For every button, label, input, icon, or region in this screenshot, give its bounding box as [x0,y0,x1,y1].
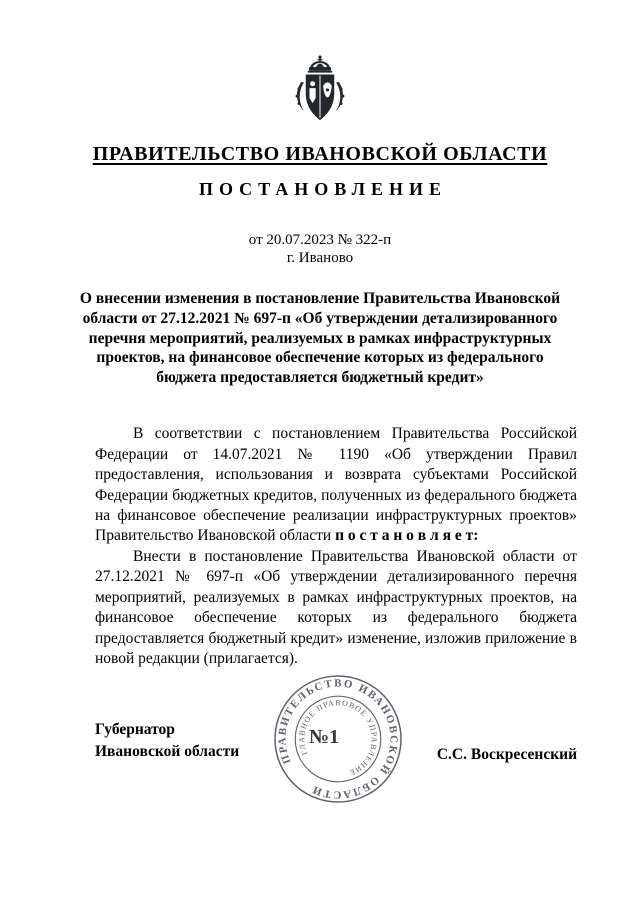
org-name-text: ПРАВИТЕЛЬСТВО ИВАНОВСКОЙ ОБЛАСТИ [92,143,548,165]
city-line: г. Иваново [286,250,354,266]
signer-name: С.С. Воскресенский [436,745,577,763]
document-body [95,424,577,669]
doc-type-heading: ПОСТАНОВЛЕНИЕ [198,179,448,199]
signer-position-line2: Ивановской области [95,743,240,761]
signer-position [95,719,239,764]
document-title: О внесении изменения в постановление Правительства Ивановской области от 27.12.2021 № 697-п «Об утверждении детализированного перечня мероприятий, реализуемых в рамках инфраструктурных проектов, на финансовое обеспечение которых из федерального бюджета предоставляется бюджетный кредит» [79,290,561,387]
date-number-line: от 20.07.2023 № 322-п [248,232,392,248]
paragraph-resolution: Внести в постановление Правительства Ивановской области от 27.12.2021 № 697-п «Об утверждении детализированного перечня мероприятий, реализуемых в рамках инфраструктурных проектов, на финансовое обеспечение которых из федерального бюджета предоставляется бюджетный кредит» изменение, изложив приложение в новой редакции (прилагается). [95,547,577,668]
official-stamp [263,664,413,814]
coat-of-arms-icon [289,54,351,124]
stamp-inner-text: ГЛАВНОЕ ПРАВОВОЕ УПРАВЛЕНИЕ [297,697,379,778]
coat-of-arms [0,54,640,129]
signature-block [95,677,577,801]
svg-text:ПРАВИТЕЛЬСТВО ИВАНОВСКОЙ ОБЛАС [256,656,421,821]
signer-position-line1: Губернатор [95,720,175,738]
resolves-text: п о с т а н о в л я е т: [331,527,479,545]
org-name [0,143,640,166]
paragraph-preamble [95,424,577,547]
stamp-outer-text: ПРАВИТЕЛЬСТВО ИВАНОВСКОЙ ОБЛАСТИ [276,677,400,801]
preamble-text: В соответствии с постановлением Правительства Российской Федерации от 14.07.2021 № 1190 «Об утверждении Правил предоставления, использования и возврата субъектами Российской Федерации бюджетных кредитов, полученных из федерального бюджета на финансовое обеспечение реализации инфраструктурных проектов» Правительство Ивановской области [95,425,577,545]
svg-text:ГЛАВНОЕ ПРАВОВОЕ УПРАВЛЕНИЕ [283,684,392,793]
stamp-number: №1 [309,725,340,748]
